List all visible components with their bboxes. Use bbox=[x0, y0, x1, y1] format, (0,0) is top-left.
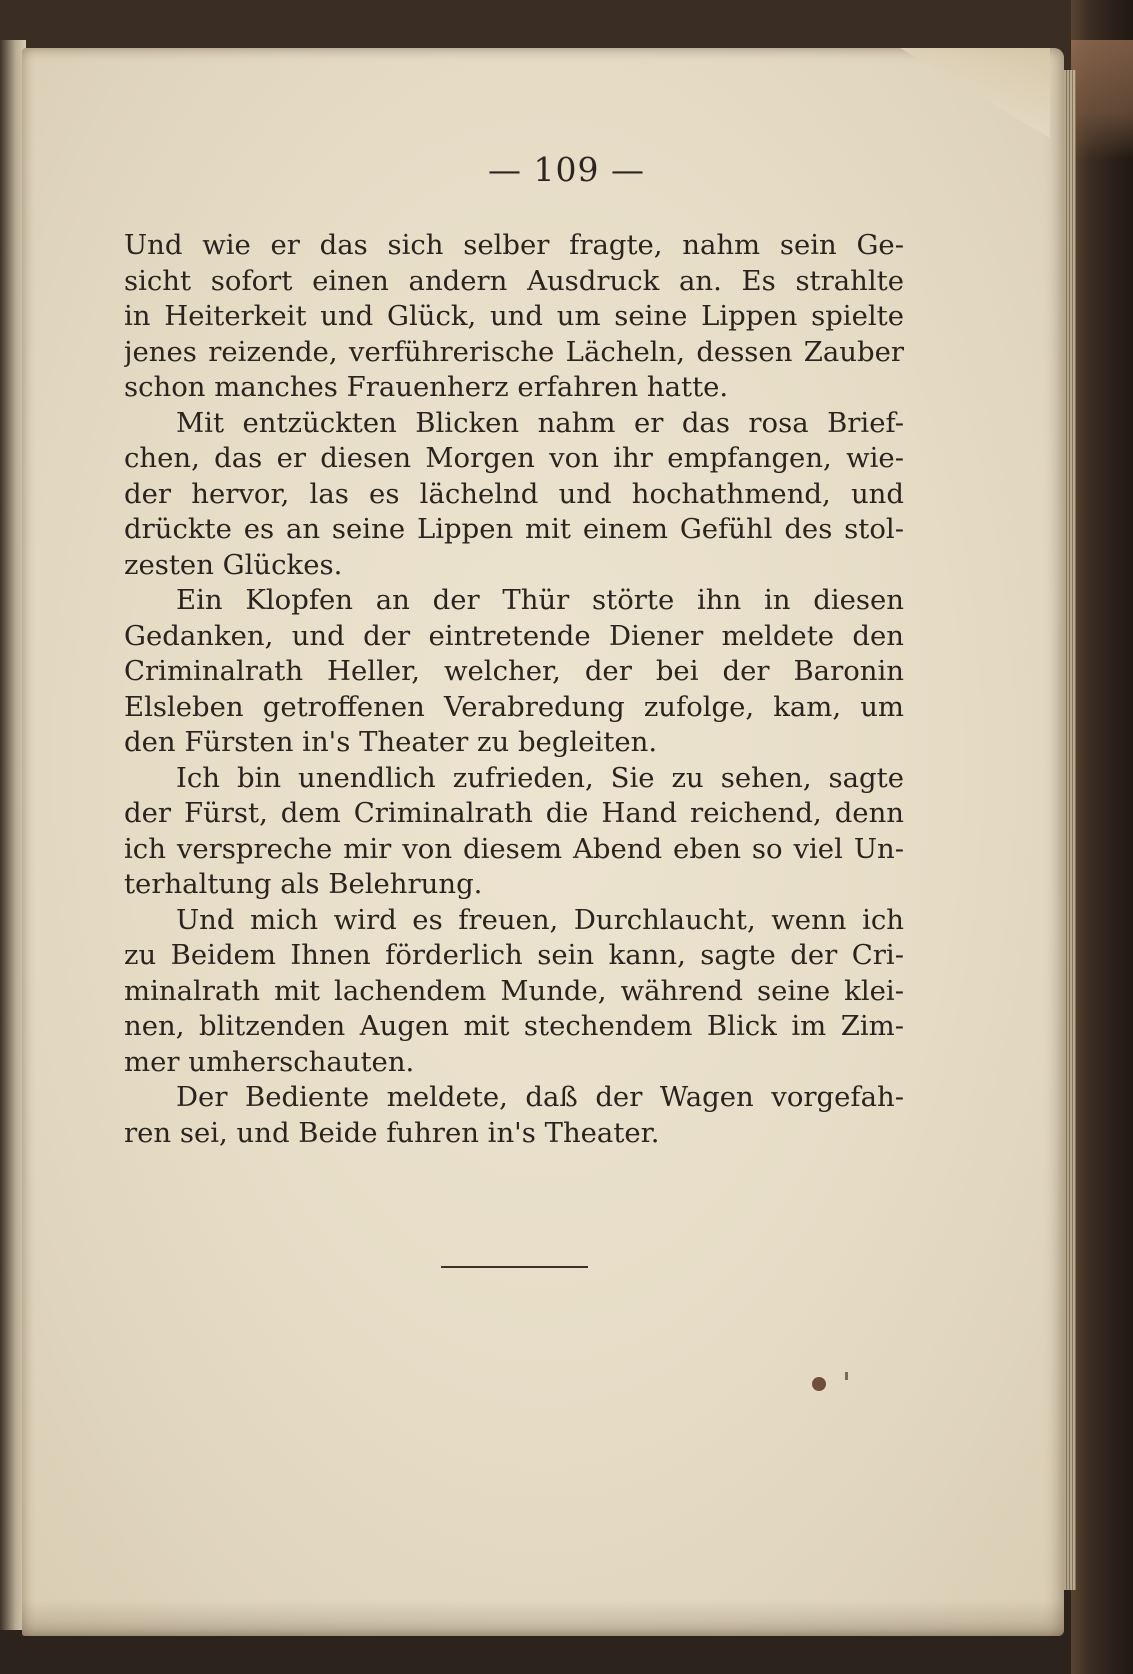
text-line: in Heiterkeit und Glück, und um seine Lippen spielte bbox=[124, 300, 904, 332]
text-line: minalrath mit lachendem Munde, während seine klei- bbox=[124, 974, 904, 1007]
text-line: Ein Klopfen an der Thür störte ihn in diesen bbox=[176, 584, 904, 616]
text-line: Criminalrath Heller, welcher, der bei der Baronin bbox=[124, 655, 904, 687]
text-line: terhaltung als Belehrung. bbox=[124, 868, 483, 900]
book-binding bbox=[1071, 0, 1133, 1674]
text-line: der Fürst, dem Criminalrath die Hand reichend, denn bbox=[124, 797, 904, 829]
text-line: Mit entzückten Blicken nahm er das rosa Brief- bbox=[176, 406, 904, 439]
text-line: nen, blitzenden Augen mit stechendem Blick im Zim- bbox=[124, 1010, 904, 1042]
text-line: jenes reizende, verführerische Lächeln, dessen Zauber bbox=[124, 335, 904, 368]
text-line: chen, das er diesen Morgen von ihr empfangen, wie- bbox=[124, 442, 904, 474]
text-line: mer umherschauten. bbox=[124, 1045, 415, 1078]
text-line: Der Bediente meldete, daß der Wagen vorgefah- bbox=[176, 1081, 904, 1113]
text-line: Und mich wird es freuen, Durchlaucht, wenn ich bbox=[176, 903, 904, 936]
text-line: Und wie er das sich selber fragte, nahm sein Ge- bbox=[124, 229, 904, 261]
text-line: den Fürsten in's Theater zu begleiten. bbox=[124, 726, 658, 758]
text-line: ren sei, und Beide fuhren in's Theater. bbox=[124, 1116, 660, 1149]
page-bottom-shadow bbox=[22, 1600, 1064, 1636]
text-line: Ich bin unendlich zufrieden, Sie zu sehen, sagte bbox=[176, 761, 904, 794]
text-line: Gedanken, und der eintretende Diener meldete den bbox=[124, 619, 904, 652]
text-line: drückte es an seine Lippen mit einem Gefühl des stol- bbox=[124, 513, 904, 545]
page-number: — 109 — bbox=[488, 150, 645, 189]
page-text bbox=[124, 228, 904, 1151]
ink-speck bbox=[845, 1372, 848, 1380]
text-line: sicht sofort einen andern Ausdruck an. Es strahlte bbox=[124, 264, 904, 297]
text-line: Elsleben getroffenen Verabredung zufolge, kam, um bbox=[124, 690, 904, 723]
text-line: der hervor, las es lächelnd und hochathmend, und bbox=[124, 477, 904, 510]
ink-stain bbox=[812, 1377, 826, 1391]
text-line: zu Beidem Ihnen förderlich sein kann, sagte der Cri- bbox=[124, 939, 904, 971]
binding-wear bbox=[1071, 40, 1133, 160]
text-line: schon manches Frauenherz erfahren hatte. bbox=[124, 371, 729, 403]
text-line: ich verspreche mir von diesem Abend eben so viel Un- bbox=[124, 832, 904, 865]
section-end-rule bbox=[441, 1266, 588, 1268]
text-line: zesten Glückes. bbox=[124, 548, 343, 581]
